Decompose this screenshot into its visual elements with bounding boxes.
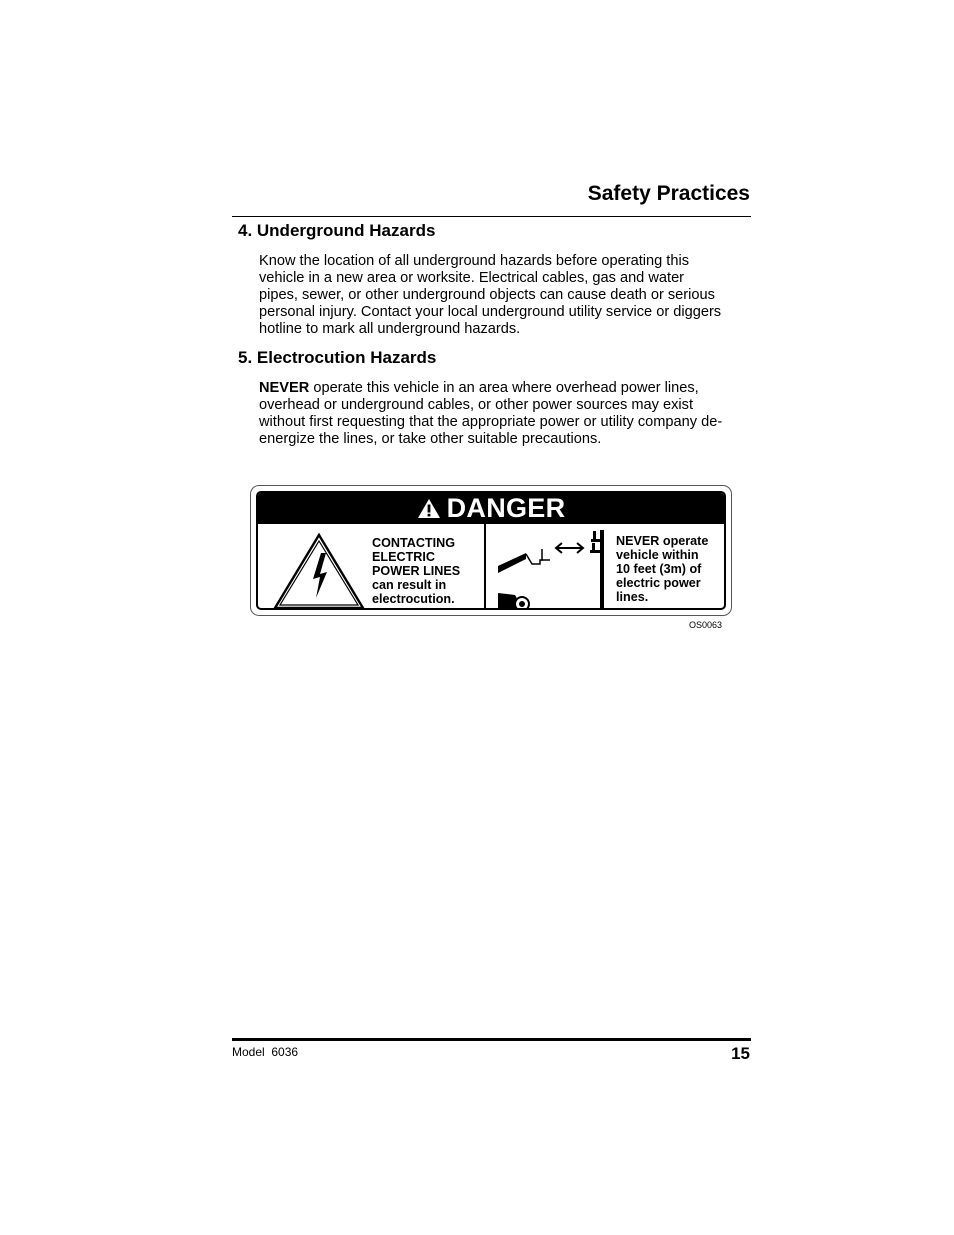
text-line: pipes, sewer, or other underground objects can cause death or serious xyxy=(259,287,715,303)
heading-electrocution-hazards: 5. Electrocution Hazards xyxy=(238,348,437,367)
heading-underground-hazards: 4. Underground Hazards xyxy=(238,221,436,240)
header-rule xyxy=(232,216,751,217)
decal-right-message xyxy=(616,534,708,604)
decal-frame xyxy=(256,491,726,610)
warning-triangle-icon xyxy=(417,498,441,519)
text-line: overhead or underground cables, or other power sources may exist xyxy=(259,397,693,413)
text-line: energize the lines, or take other suitable precautions. xyxy=(259,431,602,447)
text-line: hotline to mark all underground hazards. xyxy=(259,321,521,337)
power-line-clearance-icon xyxy=(496,526,612,610)
paragraph-underground-hazards xyxy=(259,253,753,338)
figure-id: OS0063 xyxy=(689,620,723,630)
decal-left-message xyxy=(372,536,460,606)
decal-text-line: 10 feet (3m) of xyxy=(616,562,702,576)
decal-text-line: lines. xyxy=(616,590,649,604)
decal-divider xyxy=(484,524,486,608)
text-line: Know the location of all underground hazards before operating this xyxy=(259,253,689,269)
decal-text-line: ELECTRIC xyxy=(372,550,435,564)
decal-text-line: vehicle within xyxy=(616,548,699,562)
page-number: 15 xyxy=(731,1044,750,1063)
decal-text-line: electrocution. xyxy=(372,592,455,606)
footer-rule xyxy=(232,1038,751,1041)
footer-model: Model 6036 xyxy=(232,1045,299,1059)
decal-text-line: can result in xyxy=(372,578,447,592)
decal-text-line: NEVER operate xyxy=(616,534,709,548)
text-line-rest: operate this vehicle in an area where overhead power lines, xyxy=(309,380,699,396)
page-section-title: Safety Practices xyxy=(587,182,750,205)
never-emphasis: NEVER xyxy=(259,380,310,396)
text-line: personal injury. Contact your local underground utility service or diggers xyxy=(259,304,722,320)
decal-title: DANGER xyxy=(446,493,566,523)
text-line: without first requesting that the appropriate power or utility company de- xyxy=(259,414,723,430)
text-line xyxy=(259,380,753,397)
decal-text-line: CONTACTING xyxy=(372,536,456,550)
decal-header xyxy=(258,493,724,524)
decal-text-line: POWER LINES xyxy=(372,564,461,578)
electric-shock-icon xyxy=(272,532,366,610)
paragraph-electrocution-hazards xyxy=(259,380,753,448)
danger-decal xyxy=(250,485,732,616)
decal-text-line: electric power xyxy=(616,576,701,590)
text-line: vehicle in a new area or worksite. Electrical cables, gas and water xyxy=(259,270,685,286)
